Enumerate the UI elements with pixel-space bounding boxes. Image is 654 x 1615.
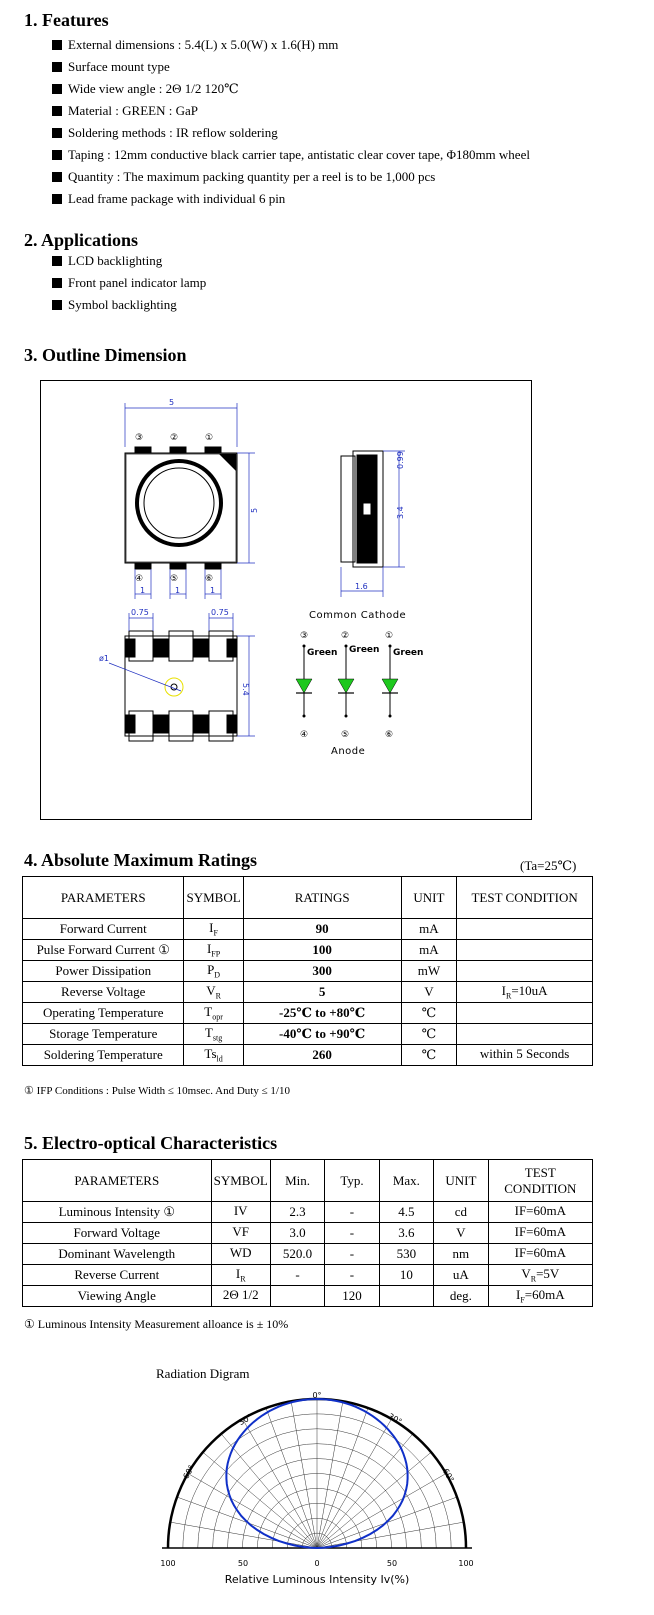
condition-subscript: R bbox=[530, 1274, 537, 1284]
symbol-subscript: stg bbox=[212, 1033, 223, 1043]
bullet-square-icon bbox=[52, 106, 62, 116]
circuit-diagram bbox=[296, 610, 423, 757]
rating-cell: 300 bbox=[243, 961, 401, 982]
dim-diameter: ø1 bbox=[99, 654, 109, 663]
circuit-title: Common Cathode bbox=[309, 610, 407, 621]
angle-label-60-right: 60° bbox=[440, 1467, 456, 1484]
bullet-square-icon bbox=[52, 278, 62, 288]
condition-symbol: IF bbox=[514, 1224, 527, 1240]
symbol-text: IV bbox=[233, 1203, 248, 1219]
symbol-cell bbox=[211, 1286, 270, 1307]
ratings-table bbox=[22, 876, 593, 1066]
outline-heading: 3. Outline Dimension bbox=[24, 345, 187, 365]
symbol-text: I bbox=[235, 1266, 241, 1282]
symbol-cell bbox=[184, 919, 243, 940]
feature-item-text: Wide view angle : 2Θ 1/2 120℃ bbox=[68, 81, 239, 96]
feature-item bbox=[52, 188, 530, 210]
circuit-anode-label: Anode bbox=[331, 746, 366, 757]
symbol-subscript: opr bbox=[212, 1012, 223, 1022]
condition-cell bbox=[457, 919, 593, 940]
feature-item bbox=[52, 144, 530, 166]
feature-item-text: Quantity : The maximum packing quantity per a reel is to be 1,000 pcs bbox=[68, 169, 436, 184]
pin-2-top: ② bbox=[170, 433, 179, 443]
feature-item bbox=[52, 122, 530, 144]
condition-symbol: I bbox=[501, 983, 506, 999]
dim-pad-1: 1 bbox=[140, 586, 146, 595]
table-row bbox=[23, 1265, 593, 1286]
electro-header-cell: TEST CONDITION bbox=[488, 1160, 592, 1202]
package-bottom-view bbox=[125, 636, 237, 736]
table-row bbox=[23, 1024, 593, 1045]
electro-header-cell: SYMBOL bbox=[211, 1160, 270, 1202]
pin-3-top: ③ bbox=[135, 433, 144, 443]
circuit-pin-3: ③ bbox=[300, 631, 309, 641]
symbol-cell bbox=[184, 1024, 243, 1045]
cathode-mark bbox=[219, 454, 236, 471]
radiation-grid-spoke bbox=[203, 1452, 317, 1548]
bullet-square-icon bbox=[52, 150, 62, 160]
lens-circle bbox=[137, 461, 221, 545]
symbol-cell bbox=[184, 961, 243, 982]
symbol-text: VF bbox=[232, 1224, 249, 1240]
condition-text: =60mA bbox=[526, 1224, 567, 1240]
circuit-pin-5: ⑤ bbox=[341, 730, 350, 740]
symbol-text: V bbox=[206, 983, 216, 999]
condition-text: =10uA bbox=[511, 983, 548, 999]
symbol-cell bbox=[211, 1244, 270, 1265]
condition-text: =60mA bbox=[526, 1203, 567, 1219]
bullet-square-icon bbox=[52, 40, 62, 50]
dim-pad-w-left: 0.75 bbox=[131, 608, 149, 617]
electro-header-cell: Max. bbox=[379, 1160, 433, 1202]
symbol-subscript: D bbox=[214, 970, 221, 980]
symbol-cell bbox=[184, 1045, 243, 1066]
bullet-square-icon bbox=[52, 256, 62, 266]
symbol-subscript: R bbox=[240, 1274, 246, 1284]
applications-list bbox=[52, 250, 206, 316]
dim-side-mid: 3.4 bbox=[396, 506, 405, 519]
bullet-square-icon bbox=[52, 172, 62, 182]
symbol-cell bbox=[211, 1202, 270, 1223]
min-cell: 520.0 bbox=[270, 1244, 325, 1265]
dim-pad-2: 1 bbox=[175, 586, 181, 595]
condition-cell bbox=[457, 1024, 593, 1045]
param-cell: Reverse Voltage bbox=[23, 982, 184, 1003]
application-item-text: Front panel indicator lamp bbox=[68, 275, 207, 290]
ratings-footnote: ① IFP Conditions : Pulse Width ≤ 10msec. And Duty ≤ 1/10 bbox=[24, 1085, 290, 1097]
table-row bbox=[23, 1223, 593, 1244]
rating-cell: -25℃ to +80℃ bbox=[243, 1003, 401, 1024]
feature-item bbox=[52, 78, 530, 100]
rating-cell: 100 bbox=[243, 940, 401, 961]
electro-optical-table bbox=[22, 1159, 593, 1307]
symbol-cell bbox=[184, 982, 243, 1003]
electro-header-cell: Typ. bbox=[325, 1160, 379, 1202]
table-row bbox=[23, 1003, 593, 1024]
dim-side-width: 1.6 bbox=[355, 582, 368, 591]
typ-cell: - bbox=[325, 1223, 379, 1244]
symbol-text: WD bbox=[229, 1245, 252, 1261]
angle-label-30-left: 30° bbox=[237, 1412, 254, 1428]
radiation-grid-spoke bbox=[221, 1434, 317, 1548]
symbol-cell bbox=[184, 940, 243, 961]
dim-height: 5 bbox=[250, 507, 259, 513]
condition-cell bbox=[457, 940, 593, 961]
param-cell: Pulse Forward Current ① bbox=[23, 940, 184, 961]
ratings-header-cell: RATINGS bbox=[243, 877, 401, 919]
circuit-pin-4: ④ bbox=[300, 730, 309, 740]
condition-cell bbox=[488, 1223, 592, 1244]
symbol-text: T bbox=[204, 1025, 213, 1041]
pin-4-bottom: ④ bbox=[135, 574, 144, 584]
symbol-text: P bbox=[207, 962, 215, 978]
unit-cell: deg. bbox=[434, 1286, 489, 1307]
x-tick-100-left: 100 bbox=[160, 1559, 176, 1568]
features-heading: 1. Features bbox=[24, 10, 109, 30]
min-cell: - bbox=[270, 1265, 325, 1286]
dim-pad-w-right: 0.75 bbox=[211, 608, 229, 617]
typ-cell: - bbox=[325, 1265, 379, 1286]
dim-pad-3: 1 bbox=[210, 586, 216, 595]
rating-cell: -40℃ to +90℃ bbox=[243, 1024, 401, 1045]
condition-text: =5V bbox=[536, 1266, 560, 1282]
application-item bbox=[52, 294, 206, 316]
circuit-pin-6: ⑥ bbox=[385, 730, 394, 740]
typ-cell: - bbox=[325, 1244, 379, 1265]
ratings-header-cell: SYMBOL bbox=[184, 877, 243, 919]
feature-item-text: Soldering methods : IR reflow soldering bbox=[68, 125, 278, 140]
ratings-header-cell: UNIT bbox=[401, 877, 457, 919]
application-item-text: LCD backlighting bbox=[68, 253, 163, 268]
table-row bbox=[23, 1286, 593, 1307]
param-cell: Luminous Intensity ① bbox=[23, 1202, 212, 1223]
electro-header-cell: UNIT bbox=[434, 1160, 489, 1202]
max-cell: 10 bbox=[379, 1265, 433, 1286]
param-cell: Soldering Temperature bbox=[23, 1045, 184, 1066]
pin-1-top: ① bbox=[205, 433, 214, 443]
min-cell bbox=[270, 1286, 325, 1307]
ratings-header-cell: TEST CONDITION bbox=[457, 877, 593, 919]
unit-cell: ℃ bbox=[401, 1003, 457, 1024]
condition-subscript: F bbox=[520, 1295, 525, 1305]
x-tick-50-left: 50 bbox=[237, 1559, 249, 1568]
condition-symbol: IF bbox=[514, 1203, 527, 1219]
condition-symbol: IF bbox=[514, 1245, 527, 1261]
x-tick-0: 0 bbox=[314, 1559, 320, 1568]
unit-cell: mW bbox=[401, 961, 457, 982]
param-cell: Dominant Wavelength bbox=[23, 1244, 212, 1265]
feature-item-text: Surface mount type bbox=[68, 59, 170, 74]
feature-item bbox=[52, 100, 530, 122]
rating-cell: 5 bbox=[243, 982, 401, 1003]
symbol-text: T bbox=[204, 1004, 213, 1020]
bullet-square-icon bbox=[52, 128, 62, 138]
param-cell: Viewing Angle bbox=[23, 1286, 212, 1307]
table-row bbox=[23, 1244, 593, 1265]
unit-cell: V bbox=[401, 982, 457, 1003]
unit-cell: mA bbox=[401, 940, 457, 961]
condition-text: =60mA bbox=[526, 1245, 567, 1261]
condition-text: =60mA bbox=[524, 1287, 565, 1303]
condition-cell bbox=[457, 1003, 593, 1024]
unit-cell: uA bbox=[434, 1265, 489, 1286]
table-row bbox=[23, 1045, 593, 1066]
ratings-ambient-temp: (Ta=25℃) bbox=[520, 858, 577, 873]
param-cell: Forward Voltage bbox=[23, 1223, 212, 1244]
application-item bbox=[52, 272, 206, 294]
max-cell: 4.5 bbox=[379, 1202, 433, 1223]
condition-cell bbox=[488, 1202, 592, 1223]
unit-cell: V bbox=[434, 1223, 489, 1244]
table-row bbox=[23, 961, 593, 982]
rating-cell: 90 bbox=[243, 919, 401, 940]
symbol-text: I bbox=[209, 920, 214, 936]
symbol-subscript: R bbox=[215, 991, 221, 1001]
pin-5-bottom: ⑤ bbox=[170, 574, 179, 584]
applications-heading: 2. Applications bbox=[24, 230, 139, 250]
bullet-square-icon bbox=[52, 194, 62, 204]
feature-item-text: Taping : 12mm conductive black carrier tape, antistatic clear cover tape, Φ180mm wheel bbox=[68, 147, 530, 162]
outline-drawing bbox=[41, 381, 531, 819]
table-row bbox=[23, 982, 593, 1003]
unit-cell: mA bbox=[401, 919, 457, 940]
led-2-diode-icon bbox=[338, 679, 354, 693]
circuit-pin-2: ② bbox=[341, 631, 350, 641]
electro-header-cell: Min. bbox=[270, 1160, 325, 1202]
unit-cell: ℃ bbox=[401, 1045, 457, 1066]
bullet-square-icon bbox=[52, 84, 62, 94]
feature-item bbox=[52, 166, 530, 188]
rating-cell: 260 bbox=[243, 1045, 401, 1066]
condition-cell bbox=[488, 1265, 592, 1286]
max-cell: 530 bbox=[379, 1244, 433, 1265]
feature-item bbox=[52, 34, 530, 56]
param-cell: Forward Current bbox=[23, 919, 184, 940]
bullet-square-icon bbox=[52, 300, 62, 310]
ratings-heading: 4. Absolute Maximum Ratings bbox=[24, 850, 258, 870]
condition-cell bbox=[457, 982, 593, 1003]
symbol-cell bbox=[211, 1265, 270, 1286]
angle-label-60-left: 60° bbox=[181, 1463, 197, 1481]
condition-text: within 5 Seconds bbox=[479, 1046, 570, 1062]
led-1-diode-icon bbox=[296, 679, 312, 693]
unit-cell: cd bbox=[434, 1202, 489, 1223]
typ-cell: 120 bbox=[325, 1286, 379, 1307]
symbol-subscript: F bbox=[213, 928, 218, 938]
features-list bbox=[52, 34, 530, 210]
radiation-diagram bbox=[160, 1388, 500, 1615]
min-cell: 2.3 bbox=[270, 1202, 325, 1223]
symbol-cell bbox=[211, 1223, 270, 1244]
max-cell: 3.6 bbox=[379, 1223, 433, 1244]
x-tick-100-right: 100 bbox=[458, 1559, 474, 1568]
symbol-subscript: FP bbox=[211, 949, 221, 959]
symbol-cell bbox=[184, 1003, 243, 1024]
radiation-grid-spoke bbox=[317, 1434, 413, 1548]
feature-item-text: Lead frame package with individual 6 pin bbox=[68, 191, 286, 206]
electro-heading: 5. Electro-optical Characteristics bbox=[24, 1133, 278, 1153]
radiation-xlabel: Relative Luminous Intensity Iv(%) bbox=[224, 1573, 410, 1586]
outline-drawing-frame bbox=[40, 380, 532, 820]
symbol-subscript: ld bbox=[216, 1054, 223, 1064]
application-item bbox=[52, 250, 206, 272]
condition-cell bbox=[488, 1244, 592, 1265]
table-row bbox=[23, 940, 593, 961]
condition-cell bbox=[488, 1286, 592, 1307]
condition-symbol: I bbox=[516, 1287, 521, 1303]
pin-6-bottom: ⑥ bbox=[205, 574, 214, 584]
angle-label-0: 0° bbox=[312, 1391, 322, 1400]
electro-footnote: ① Luminous Intensity Measurement alloance is ± 10% bbox=[24, 1317, 289, 1331]
led-label-1: Green bbox=[307, 648, 338, 658]
led-3-diode-icon bbox=[382, 679, 398, 693]
symbol-text: Ts bbox=[204, 1046, 217, 1062]
circuit-pin-1: ① bbox=[385, 631, 394, 641]
param-cell: Operating Temperature bbox=[23, 1003, 184, 1024]
table-row bbox=[23, 1202, 593, 1223]
dim-side-top: 0.99 bbox=[396, 451, 405, 469]
min-cell: 3.0 bbox=[270, 1223, 325, 1244]
max-cell bbox=[379, 1286, 433, 1307]
radiation-title: Radiation Digram bbox=[156, 1366, 250, 1381]
led-label-3: Green bbox=[393, 648, 424, 658]
typ-cell: - bbox=[325, 1202, 379, 1223]
dim-total-len: 5.4 bbox=[241, 683, 250, 696]
param-cell: Storage Temperature bbox=[23, 1024, 184, 1045]
dim-top-width: 5 bbox=[169, 398, 175, 407]
application-item-text: Symbol backlighting bbox=[68, 297, 177, 312]
radiation-grid-spoke bbox=[317, 1452, 431, 1548]
condition-cell bbox=[457, 961, 593, 982]
led-label-2: Green bbox=[349, 645, 380, 655]
condition-symbol: V bbox=[521, 1266, 531, 1282]
unit-cell: nm bbox=[434, 1244, 489, 1265]
bullet-square-icon bbox=[52, 62, 62, 72]
symbol-text: I bbox=[206, 941, 212, 957]
electro-header-cell: PARAMETERS bbox=[23, 1160, 212, 1202]
param-cell: Reverse Current bbox=[23, 1265, 212, 1286]
x-tick-50-right: 50 bbox=[386, 1559, 398, 1568]
feature-item-text: Material : GREEN : GaP bbox=[68, 103, 198, 118]
feature-item-text: External dimensions : 5.4(L) x 5.0(W) x 1.6(H) mm bbox=[68, 37, 339, 52]
symbol-text: 2Θ 1/2 bbox=[222, 1287, 259, 1303]
unit-cell: ℃ bbox=[401, 1024, 457, 1045]
angle-label-30-right: 30° bbox=[386, 1411, 404, 1427]
param-cell: Power Dissipation bbox=[23, 961, 184, 982]
ratings-header-cell: PARAMETERS bbox=[23, 877, 184, 919]
condition-cell bbox=[457, 1045, 593, 1066]
feature-item bbox=[52, 56, 530, 78]
table-row bbox=[23, 919, 593, 940]
condition-subscript: R bbox=[505, 991, 512, 1001]
